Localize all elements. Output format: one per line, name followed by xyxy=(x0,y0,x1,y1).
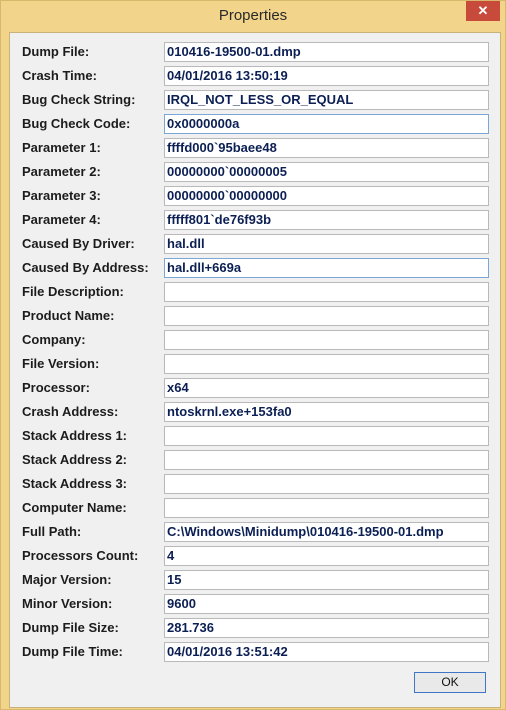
property-value-field[interactable] xyxy=(164,474,489,494)
property-value-field[interactable]: IRQL_NOT_LESS_OR_EQUAL xyxy=(164,90,489,110)
property-value-field[interactable]: 00000000`00000000 xyxy=(164,186,489,206)
title-bar[interactable] xyxy=(1,1,505,31)
property-label: File Description: xyxy=(22,284,124,299)
property-value-field[interactable]: x64 xyxy=(164,378,489,398)
property-value-field[interactable]: 4 xyxy=(164,546,489,566)
property-row xyxy=(10,210,500,230)
property-row xyxy=(10,66,500,86)
property-row xyxy=(10,642,500,662)
property-label: File Version: xyxy=(22,356,100,371)
property-value-field[interactable]: ffffd000`95baee48 xyxy=(164,138,489,158)
property-row xyxy=(10,474,500,494)
property-value-field[interactable] xyxy=(164,282,489,302)
property-label: Crash Time: xyxy=(22,68,97,83)
property-value-field[interactable]: 04/01/2016 13:51:42 xyxy=(164,642,489,662)
property-label: Stack Address 2: xyxy=(22,452,128,467)
property-value-field[interactable]: 010416-19500-01.dmp xyxy=(164,42,489,62)
property-row xyxy=(10,258,500,278)
property-value-field[interactable]: C:\Windows\Minidump\010416-19500-01.dmp xyxy=(164,522,489,542)
close-button[interactable]: ✕ xyxy=(466,1,500,21)
property-label: Parameter 4: xyxy=(22,212,101,227)
property-value-field[interactable] xyxy=(164,330,489,350)
property-row xyxy=(10,618,500,638)
property-row xyxy=(10,306,500,326)
property-row xyxy=(10,162,500,182)
property-label: Crash Address: xyxy=(22,404,119,419)
property-row xyxy=(10,570,500,590)
property-label: Dump File: xyxy=(22,44,90,59)
window-title: Properties xyxy=(218,7,288,24)
property-value-field[interactable]: 15 xyxy=(164,570,489,590)
property-label: Bug Check String: xyxy=(22,92,136,107)
property-label: Processor: xyxy=(22,380,90,395)
property-label: Major Version: xyxy=(22,572,112,587)
property-value-field[interactable]: hal.dll+669a xyxy=(164,258,489,278)
property-row xyxy=(10,354,500,374)
property-value-field[interactable]: fffff801`de76f93b xyxy=(164,210,489,230)
property-row xyxy=(10,114,500,134)
property-label: Minor Version: xyxy=(22,596,113,611)
property-value-field[interactable] xyxy=(164,306,489,326)
property-label: Parameter 2: xyxy=(22,164,101,179)
property-label: Product Name: xyxy=(22,308,115,323)
property-value-field[interactable] xyxy=(164,354,489,374)
property-row xyxy=(10,138,500,158)
ok-button[interactable]: OK xyxy=(414,672,486,693)
property-row xyxy=(10,90,500,110)
property-value-field[interactable]: 00000000`00000005 xyxy=(164,162,489,182)
property-label: Dump File Time: xyxy=(22,644,123,659)
property-label: Parameter 1: xyxy=(22,140,101,155)
property-value-field[interactable] xyxy=(164,450,489,470)
property-row xyxy=(10,546,500,566)
property-label: Full Path: xyxy=(22,524,82,539)
property-row xyxy=(10,186,500,206)
property-value-field[interactable] xyxy=(164,426,489,446)
property-label: Stack Address 1: xyxy=(22,428,128,443)
property-label: Bug Check Code: xyxy=(22,116,131,131)
property-label: Company: xyxy=(22,332,86,347)
property-row xyxy=(10,498,500,518)
property-row xyxy=(10,282,500,302)
property-label: Dump File Size: xyxy=(22,620,119,635)
property-row xyxy=(10,594,500,614)
property-value-field[interactable]: hal.dll xyxy=(164,234,489,254)
property-row xyxy=(10,426,500,446)
property-value-field[interactable]: 281.736 xyxy=(164,618,489,638)
property-label: Processors Count: xyxy=(22,548,139,563)
property-value-field[interactable] xyxy=(164,498,489,518)
property-value-field[interactable]: 0x0000000a xyxy=(164,114,489,134)
property-label: Stack Address 3: xyxy=(22,476,128,491)
property-row xyxy=(10,378,500,398)
property-row xyxy=(10,450,500,470)
property-label: Caused By Driver: xyxy=(22,236,135,251)
property-row xyxy=(10,234,500,254)
property-label: Caused By Address: xyxy=(22,260,149,275)
property-row xyxy=(10,522,500,542)
property-value-field[interactable]: 04/01/2016 13:50:19 xyxy=(164,66,489,86)
property-label: Parameter 3: xyxy=(22,188,101,203)
property-row xyxy=(10,330,500,350)
property-row xyxy=(10,42,500,62)
property-label: Computer Name: xyxy=(22,500,127,515)
property-value-field[interactable]: 9600 xyxy=(164,594,489,614)
property-value-field[interactable]: ntoskrnl.exe+153fa0 xyxy=(164,402,489,422)
properties-panel xyxy=(9,32,501,708)
property-row xyxy=(10,402,500,422)
